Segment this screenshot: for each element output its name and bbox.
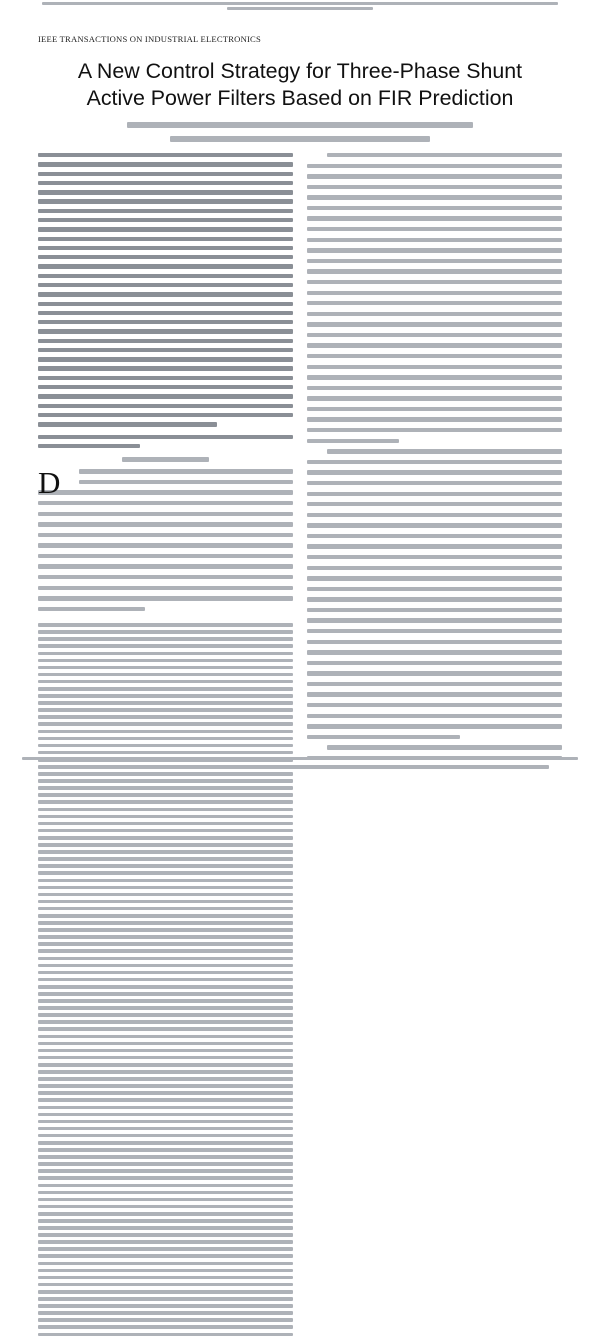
- paper-title: [30, 58, 570, 112]
- index-terms: [38, 435, 293, 449]
- introduction-text: [38, 465, 293, 611]
- author-list: [30, 122, 570, 142]
- right-column-paragraph-1: [307, 153, 562, 443]
- copyright-notice: [10, 757, 590, 760]
- drop-cap: D: [38, 465, 61, 501]
- left-column: [38, 153, 293, 1340]
- title-line-2: Active Power Filters Based on FIR Prediction: [86, 86, 514, 110]
- right-column-paragraph-2: [307, 449, 562, 739]
- section-heading: [38, 457, 293, 462]
- footnotes: [38, 623, 293, 1336]
- acceptance-notice: [20, 2, 580, 10]
- journal-header: IEEE TRANSACTIONS ON INDUSTRIAL ELECTRONICS: [38, 34, 261, 44]
- abstract: [38, 153, 293, 427]
- license-notice: [10, 765, 590, 769]
- title-line-1: A New Control Strategy for Three-Phase Shunt: [77, 59, 523, 83]
- right-column: [307, 153, 562, 760]
